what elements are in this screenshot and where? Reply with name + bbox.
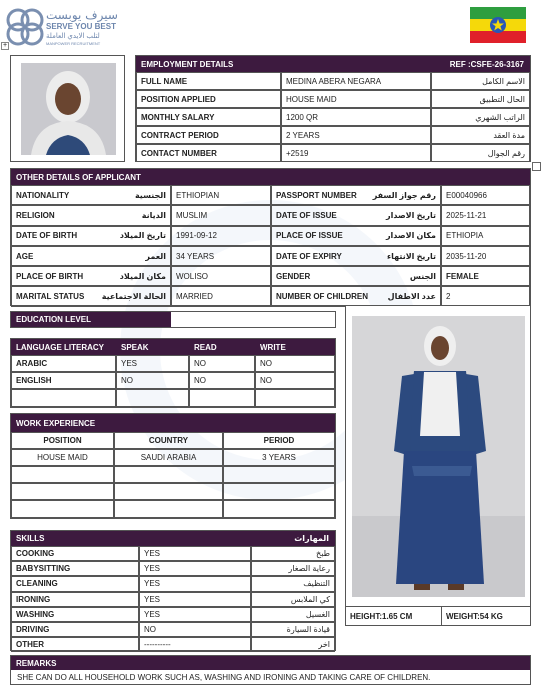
nationality-value: ETHIOPIAN <box>171 185 271 205</box>
language-empty-cell <box>11 389 116 407</box>
height-value: HEIGHT:1.65 CM <box>346 607 442 625</box>
applicant-headshot-image <box>21 63 116 155</box>
other-details-header: OTHER DETAILS OF APPLICANT <box>11 169 271 185</box>
company-logo <box>6 6 136 48</box>
date-of-issue-value: 2025-11-21 <box>441 205 530 225</box>
skill-babysitting-label: BABYSITTING <box>11 561 139 576</box>
work-experience-table <box>10 413 336 519</box>
english-read: NO <box>189 372 255 389</box>
marital-status-label: MARITAL STATUS الحالة الاجتماعية <box>11 286 171 306</box>
skill-cleaning-label: CLEANING <box>11 576 139 591</box>
write-header: WRITE <box>255 339 335 355</box>
place-of-issue-label: PLACE OF ISSUE مكان الاصدار <box>271 226 441 246</box>
work-country-value: SAUDI ARABIA <box>114 449 223 466</box>
nationality-label: NATIONALITY الجنسية <box>11 185 171 205</box>
remarks-section <box>10 655 531 685</box>
logo-tagline-ar: لتلب الايدي العاملة <box>46 33 100 40</box>
skill-washing-label-ar: الغسيل <box>251 607 335 622</box>
full-name-label: FULL NAME <box>136 72 281 90</box>
language-empty-cell <box>116 389 189 407</box>
education-level-table <box>10 311 336 328</box>
passport-number-label: PASSPORT NUMBER رقم جواز السفر <box>271 185 441 205</box>
date-of-expiry-label: DATE OF EXPIRY تاريخ الانتهاء <box>271 246 441 266</box>
arabic-write: NO <box>255 355 335 372</box>
marital-status-value: MARRIED <box>171 286 271 306</box>
skills-rows <box>11 546 335 652</box>
english-write: NO <box>255 372 335 389</box>
work-experience-header-right <box>223 414 335 432</box>
language-arabic: ARABIC <box>11 355 116 372</box>
skill-other-label-ar: اخر <box>251 637 335 652</box>
skills-title-ar: المهارات <box>294 534 329 543</box>
passport-number-value: E00040966 <box>441 185 530 205</box>
full-name-label-ar: الاسم الكامل <box>431 72 530 90</box>
employment-details-rows <box>136 72 530 162</box>
language-literacy-header: LANGUAGE LITERACY <box>11 339 116 355</box>
skill-babysitting-value: YES <box>139 561 251 576</box>
work-period-value: 3 YEARS <box>223 449 335 466</box>
religion-label: RELIGION الديانة <box>11 205 171 225</box>
monthly-salary-label: MONTHLY SALARY <box>136 108 281 126</box>
weight-value: WEIGHT:54 KG <box>446 611 503 621</box>
work-experience-grid <box>11 414 335 518</box>
work-empty-cell <box>114 500 223 518</box>
resize-handle[interactable] <box>532 162 541 171</box>
skill-cooking-label: COOKING <box>11 546 139 561</box>
place-of-issue-value: ETHIOPIA <box>441 226 530 246</box>
remarks-header-fill <box>95 656 530 670</box>
skill-other-value: ---------- <box>139 637 251 652</box>
date-of-birth-value: 1991-09-12 <box>171 226 271 246</box>
contract-period-label: CONTRACT PERIOD <box>136 126 281 144</box>
monthly-salary-value: 1200 QR <box>281 108 431 126</box>
period-column-header: PERIOD <box>223 432 335 449</box>
other-details-table <box>10 168 531 306</box>
position-applied-label-ar: الحال التطبيق <box>431 90 530 108</box>
gender-value: FEMALE <box>441 266 530 286</box>
skill-washing-value: YES <box>139 607 251 622</box>
language-literacy-table <box>10 338 336 408</box>
skill-driving-label-ar: قيادة السيارة <box>251 622 335 637</box>
place-of-birth-label: PLACE OF BIRTH مكان الميلاد <box>11 266 171 286</box>
work-empty-cell <box>223 483 335 500</box>
education-level-header: EDUCATION LEVEL <box>11 312 171 327</box>
employment-details-header <box>136 56 530 72</box>
skill-cleaning-value: YES <box>139 576 251 591</box>
contact-number-label-ar: رقم الجوال <box>431 144 530 162</box>
religion-value: MUSLIM <box>171 205 271 225</box>
work-experience-header: WORK EXPERIENCE <box>11 414 223 432</box>
work-empty-cell <box>11 483 114 500</box>
skill-ironing-label: IRONING <box>11 592 139 607</box>
work-empty-cell <box>11 500 114 518</box>
skill-cooking-label-ar: طبخ <box>251 546 335 561</box>
work-empty-cell <box>11 466 114 483</box>
english-speak: NO <box>116 372 189 389</box>
logo-tagline-en: MANPOWER RECRUITMENT <box>46 41 101 46</box>
logo-mark-icon <box>6 8 44 46</box>
other-details-rows <box>11 185 530 307</box>
applicant-headshot-frame <box>10 55 125 162</box>
language-empty-cell <box>189 389 255 407</box>
language-literacy-grid <box>11 339 335 407</box>
skill-cooking-value: YES <box>139 546 251 561</box>
skill-babysitting-label-ar: رعاية الصغار <box>251 561 335 576</box>
contract-period-label-ar: مدة العقد <box>431 126 530 144</box>
contact-number-value: +2519 <box>281 144 431 162</box>
work-empty-cell <box>223 500 335 518</box>
number-of-children-value: 2 <box>441 286 530 306</box>
employment-details-table <box>135 55 531 162</box>
arabic-speak: YES <box>116 355 189 372</box>
work-empty-cell <box>223 466 335 483</box>
date-of-expiry-value: 2035-11-20 <box>441 246 530 266</box>
date-of-birth-label: DATE OF BIRTH تاريخ الميلاد <box>11 226 171 246</box>
gender-label: GENDER الجنس <box>271 266 441 286</box>
ethiopia-flag-icon <box>470 7 526 43</box>
remarks-text: SHE CAN DO ALL HOUSEHOLD WORK SUCH AS, WASHING AND IRONING AND TAKING CARE OF CHILDREN. <box>17 673 431 682</box>
age-value: 34 YEARS <box>171 246 271 266</box>
measurements-row <box>345 606 531 626</box>
logo-name-en: SERVE YOU BEST <box>46 22 116 31</box>
work-position-value: HOUSE MAID <box>11 449 114 466</box>
language-empty-cell <box>255 389 335 407</box>
position-applied-value: HOUSE MAID <box>281 90 431 108</box>
skills-table <box>10 530 336 651</box>
contact-number-label: CONTACT NUMBER <box>136 144 281 162</box>
reference-number: REF :CSFE-26-3167 <box>449 59 524 69</box>
skill-driving-value: NO <box>139 622 251 637</box>
applicant-full-photo-frame <box>345 305 531 626</box>
skill-cleaning-label-ar: التنظيف <box>251 576 335 591</box>
work-empty-cell <box>114 466 223 483</box>
contract-period-value: 2 YEARS <box>281 126 431 144</box>
applicant-full-photo-image <box>352 316 525 597</box>
place-of-birth-value: WOLISO <box>171 266 271 286</box>
logo-name-ar: سيرف يوبست <box>46 8 118 22</box>
skills-header <box>11 531 335 546</box>
position-column-header: POSITION <box>11 432 114 449</box>
country-column-header: COUNTRY <box>114 432 223 449</box>
work-empty-cell <box>114 483 223 500</box>
language-english: ENGLISH <box>11 372 116 389</box>
full-name-value: MEDINA ABERA NEGARA <box>281 72 431 90</box>
date-of-issue-label: DATE OF ISSUE تاريخ الاصدار <box>271 205 441 225</box>
monthly-salary-label-ar: الراتب الشهري <box>431 108 530 126</box>
employment-details-title: EMPLOYMENT DETAILS <box>141 59 234 69</box>
skill-driving-label: DRIVING <box>11 622 139 637</box>
number-of-children-label: NUMBER OF CHILDREN عدد الاطفال <box>271 286 441 306</box>
speak-header: SPEAK <box>116 339 189 355</box>
skill-washing-label: WASHING <box>11 607 139 622</box>
skill-other-label: OTHER <box>11 637 139 652</box>
remarks-header: REMARKS <box>11 656 95 670</box>
position-applied-label: POSITION APPLIED <box>136 90 281 108</box>
arabic-read: NO <box>189 355 255 372</box>
other-details-header-right <box>271 169 530 185</box>
move-handle-icon[interactable]: + <box>2 42 8 49</box>
skill-ironing-value: YES <box>139 592 251 607</box>
age-label: AGE العمر <box>11 246 171 266</box>
skill-ironing-label-ar: كي الملابس <box>251 592 335 607</box>
read-header: READ <box>189 339 255 355</box>
skills-title: SKILLS <box>16 534 45 543</box>
